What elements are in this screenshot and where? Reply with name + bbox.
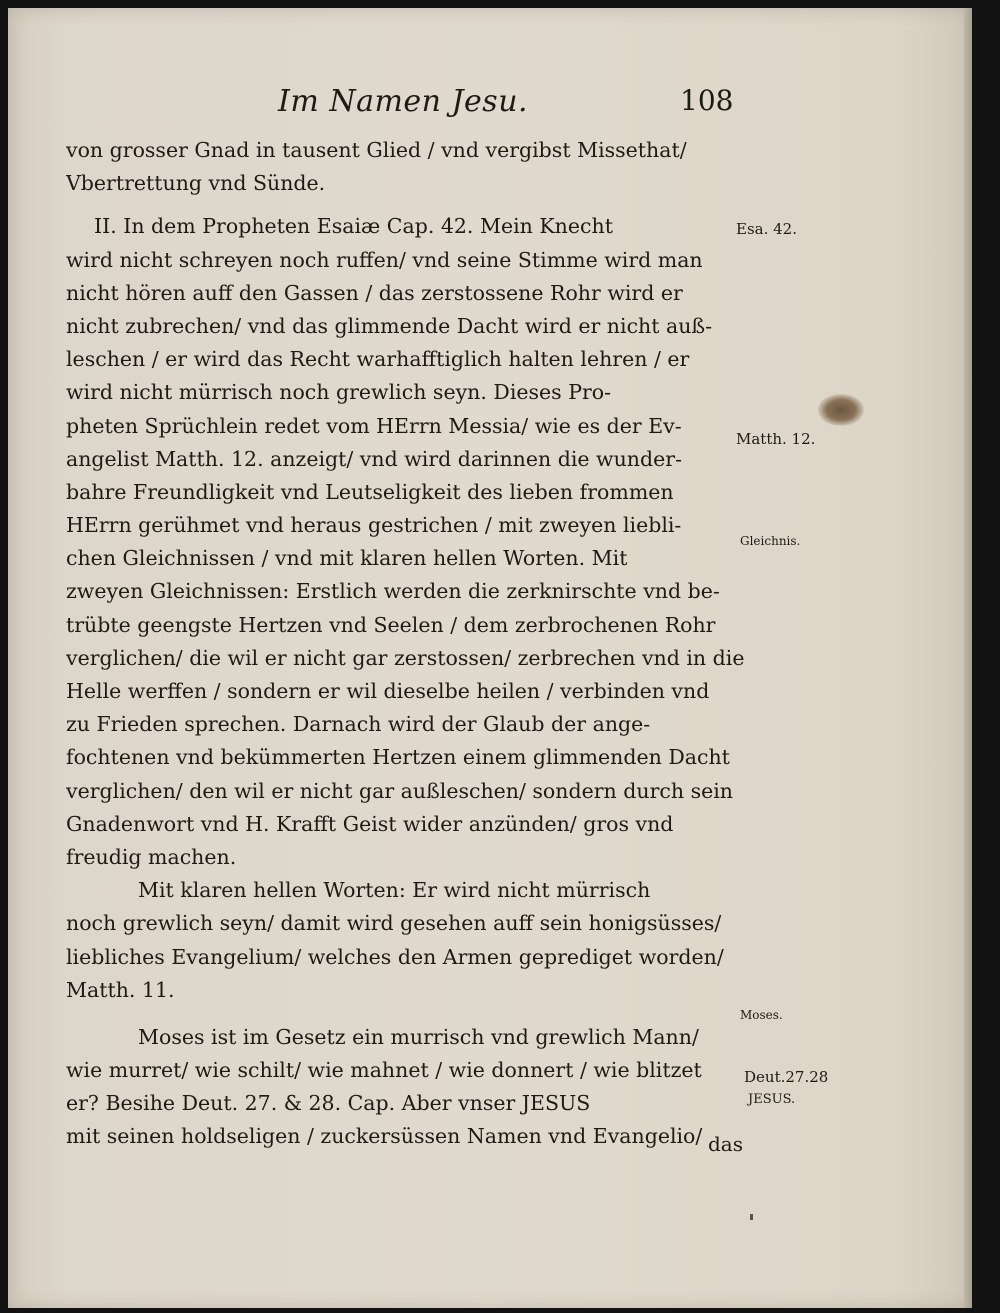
paragraph-gap — [66, 200, 746, 210]
text-line: Gnadenwort vnd H. Krafft Geist wider anzünden/ gros vnd — [66, 811, 674, 836]
text-line: freudig machen. — [66, 844, 237, 869]
running-title: Im Namen Jesu. — [278, 84, 529, 119]
text-line: Mit klaren hellen Worten: Er wird nicht mürrisch — [138, 878, 651, 903]
text-line: von grosser Gnad in tausent Glied / vnd vergibst Missethat/ — [66, 138, 687, 162]
catchword: das — [708, 1132, 743, 1156]
body-text — [66, 134, 746, 1154]
text-line: zu Frieden sprechen. Darnach wird der Glaub der ange- — [66, 712, 651, 737]
text-line: zweyen Gleichnissen: Erstlich werden die zerknirschte vnd be- — [66, 579, 720, 604]
text-line: chen Gleichnissen / vnd mit klaren hellen Worten. Mit — [66, 546, 628, 571]
text-line: fochtenen vnd bekümmerten Hertzen einem glimmenden Dacht — [66, 745, 730, 770]
text-line: Matth. 11. — [66, 977, 175, 1002]
page-edge — [964, 8, 972, 1308]
paragraph-gap — [66, 1007, 746, 1021]
text-line: trübte geengste Hertzen vnd Seelen / dem zerbrochenen Rohr — [66, 612, 716, 637]
text-line: leschen / er wird das Recht warhafftiglich halten lehren / er — [66, 347, 690, 372]
text-line: Vbertrettung vnd Sünde. — [66, 171, 326, 196]
text-line: verglichen/ den wil er nicht gar außleschen/ sondern durch sein — [66, 778, 733, 803]
text-line: noch grewlich seyn/ damit wird gesehen auff sein honigsüsses/ — [66, 911, 722, 936]
text-line: angelist Matth. 12. anzeigt/ vnd wird darinnen die wunder- — [66, 446, 682, 471]
margin-note-jesus: JESUS. — [748, 1092, 796, 1107]
text-line: bahre Freundligkeit vnd Leutseligkeit des lieben frommen — [66, 479, 674, 504]
page-number: 108 — [680, 84, 734, 117]
text-line: liebliches Evangelium/ welches den Armen geprediget worden/ — [66, 944, 724, 969]
margin-note-gleichnis: Gleichnis. — [740, 534, 801, 548]
text-line: wird nicht mürrisch noch grewlich seyn. Dieses Pro- — [66, 380, 612, 405]
text-line: II. In dem Propheten Esaiæ Cap. 42. Mein Knecht — [94, 214, 613, 239]
text-line: Moses ist im Gesetz ein murrisch vnd grewlich Mann/ — [138, 1024, 699, 1049]
text-line: wird nicht schreyen noch ruffen/ vnd seine Stimme wird man — [66, 247, 703, 272]
margin-note-deut: Deut.27.28 — [744, 1068, 829, 1086]
text-line: Helle werffen / sondern er wil dieselbe heilen / verbinden vnd — [66, 679, 710, 703]
text-line: nicht hören auff den Gassen / das zerstossene Rohr wird er — [66, 280, 683, 305]
book-page — [8, 8, 972, 1308]
page-header — [8, 78, 972, 128]
margin-note-matth: Matth. 12. — [736, 430, 816, 448]
text-line: verglichen/ die wil er nicht gar zerstossen/ zerbrechen vnd in die — [66, 645, 745, 670]
margin-note-moses: Moses. — [740, 1008, 783, 1022]
text-line: HErrn gerühmet vnd heraus gestrichen / mit zweyen liebli- — [66, 513, 682, 538]
margin-note-esa: Esa. 42. — [736, 220, 797, 238]
text-line: er? Besihe Deut. 27. & 28. Cap. Aber vnser JESUS — [66, 1091, 591, 1116]
text-line: nicht zubrechen/ vnd das glimmende Dacht wird er nicht auß- — [66, 313, 713, 338]
ink-stain — [818, 394, 864, 426]
text-line: pheten Sprüchlein redet vom HErrn Messia/ wie es der Ev- — [66, 413, 682, 438]
paper-speck — [750, 1214, 753, 1220]
text-line: wie murret/ wie schilt/ wie mahnet / wie donnert / wie blitzet — [66, 1058, 702, 1083]
text-line: mit seinen holdseligen / zuckersüssen Namen vnd Evangelio/ — [66, 1124, 703, 1149]
